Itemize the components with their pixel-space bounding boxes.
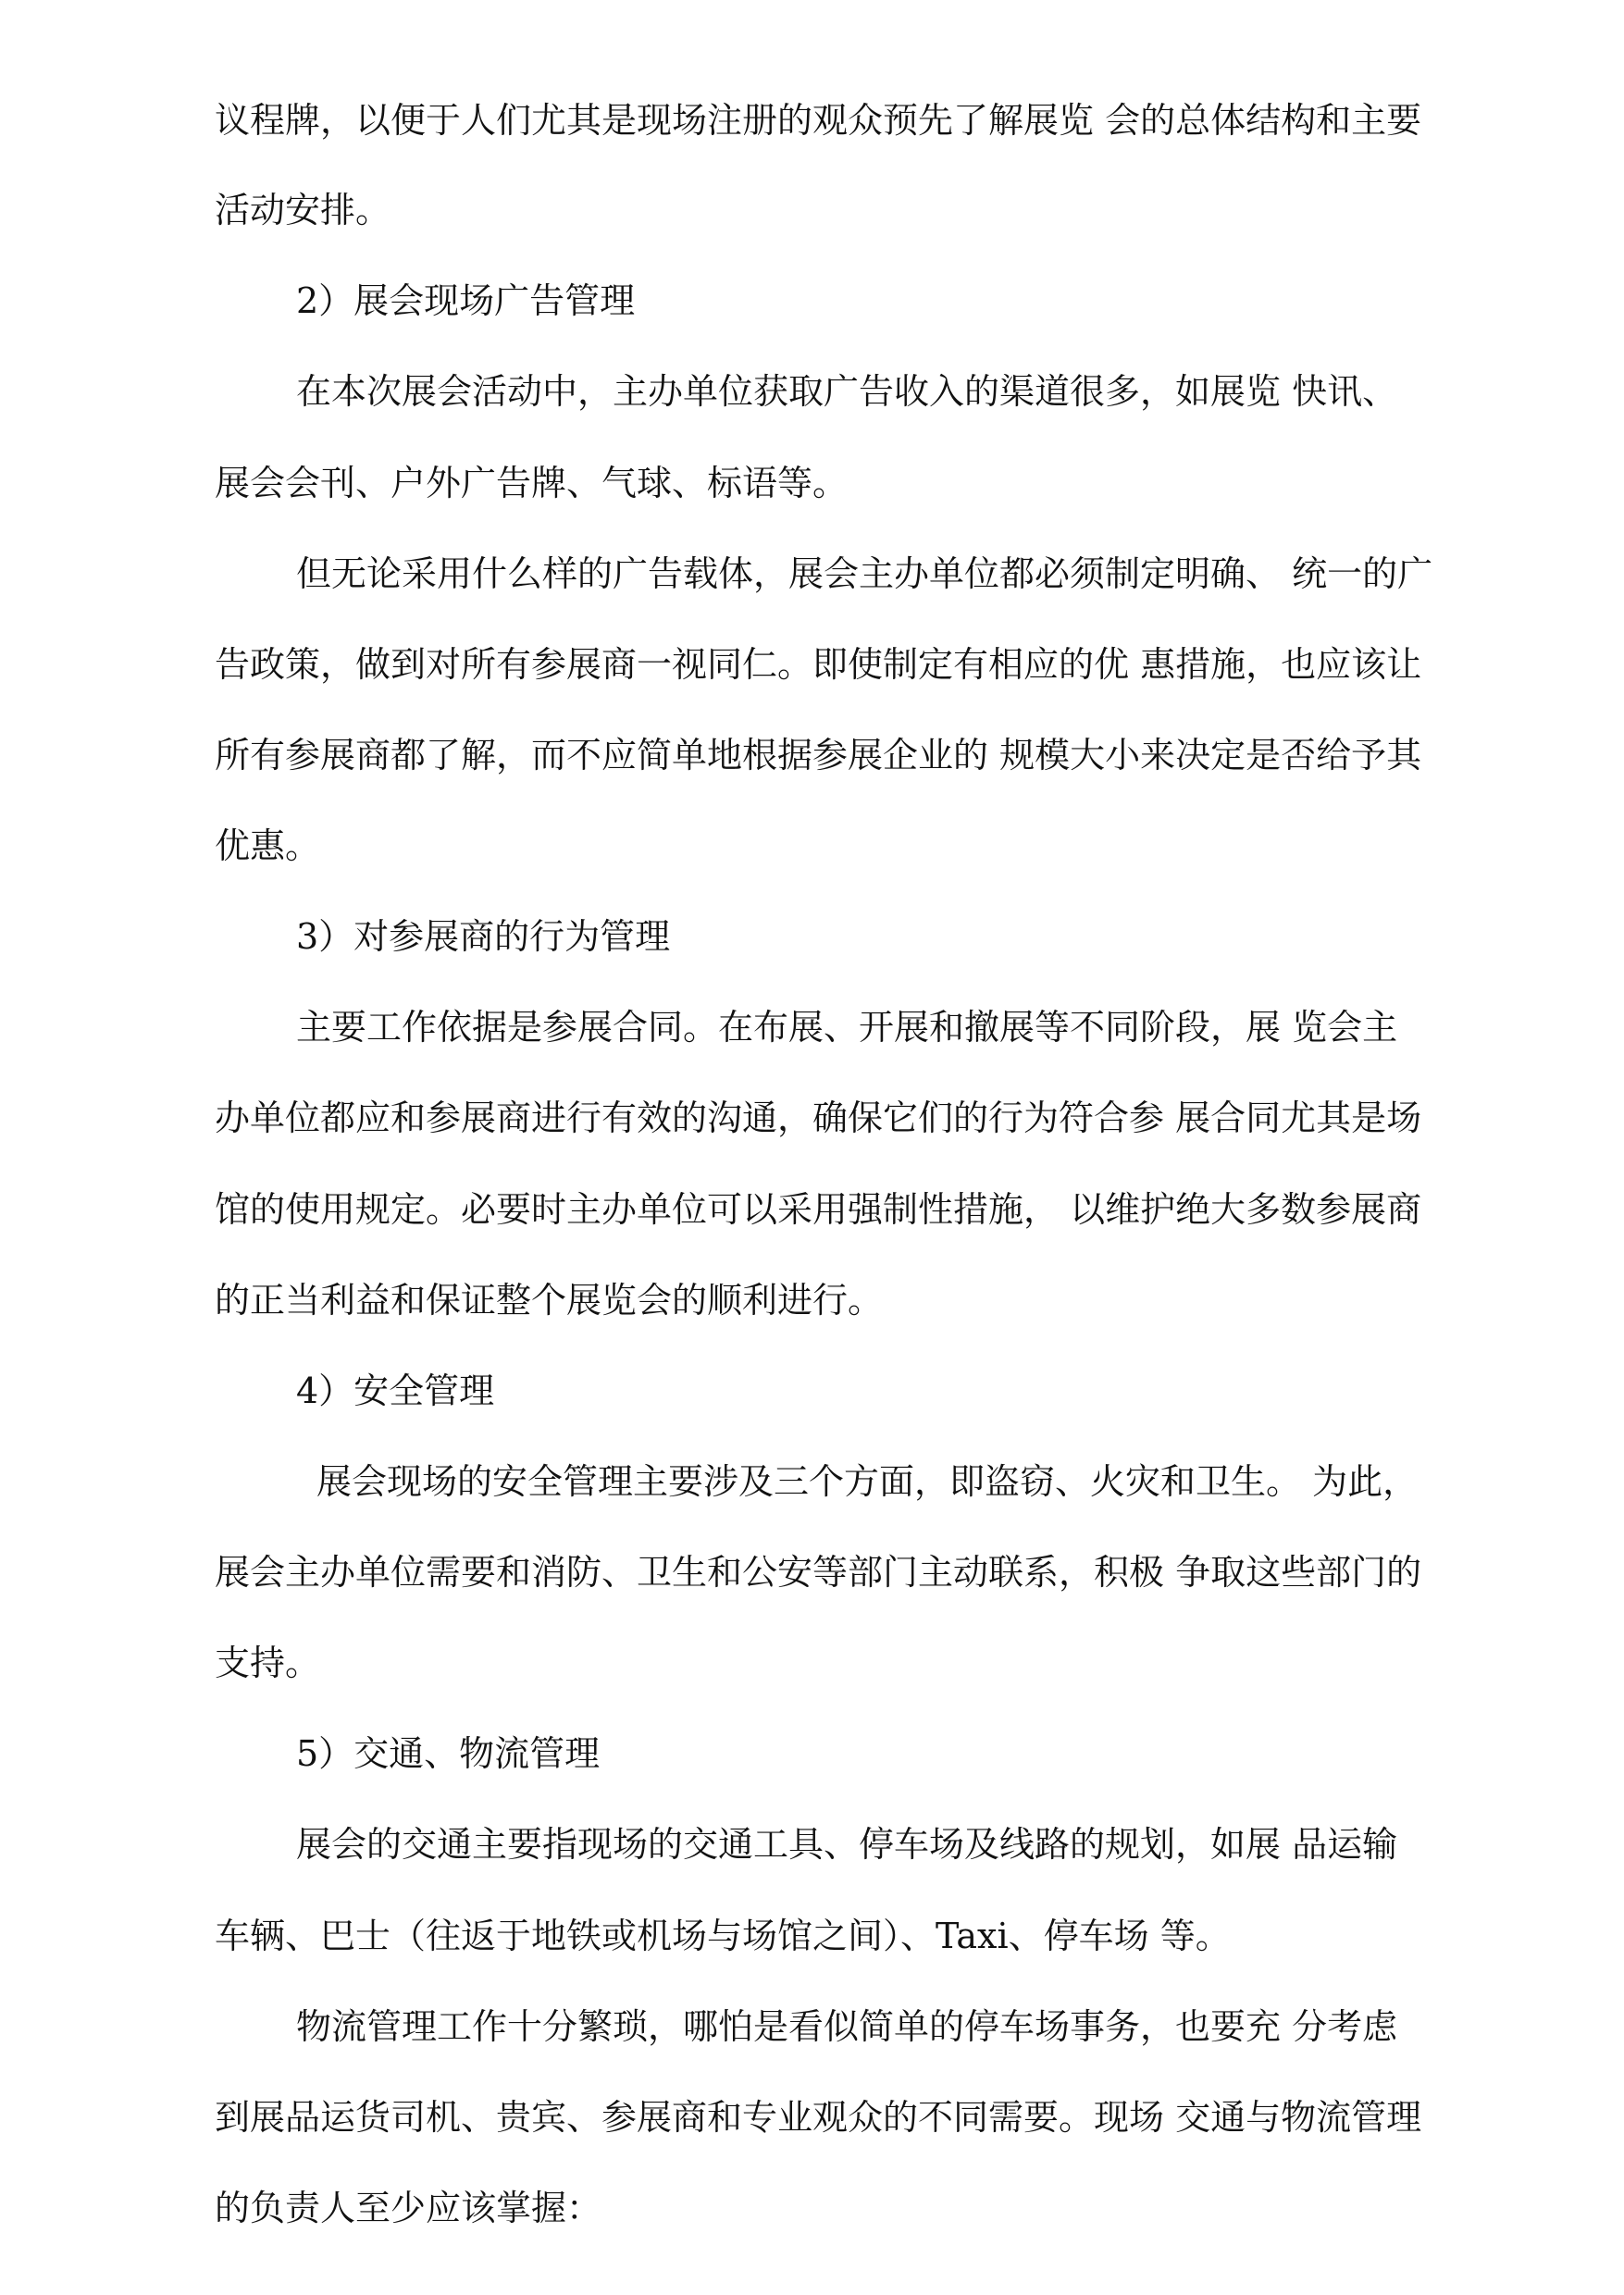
body-text-line: 支持。: [215, 1643, 321, 1683]
body-text-line: 的正当利益和保证整个展览会的顺利进行。: [215, 1280, 884, 1321]
body-text-line: 的负责人至少应该掌握：: [215, 2188, 602, 2228]
section-heading: 3）对参展商的行为管理: [296, 916, 671, 957]
body-text-line: 展会主办单位需要和消防、卫生和公安等部门主动联系，积极 争取这些部门的: [215, 1552, 1422, 1593]
body-text-line: 展会现场的安全管理主要涉及三个方面，即盗窃、火灾和卫生。 为此，: [316, 1461, 1419, 1502]
body-text-line: 车辆、巴士（往返于地铁或机场与场馆之间）、Taxi、停车场 等。: [215, 1916, 1231, 1956]
section-heading: 5）交通、物流管理: [296, 1733, 601, 1774]
body-text-line: 馆的使用规定。必要时主办单位可以采用强制性措施， 以维护绝大多数参展商: [215, 1189, 1422, 1230]
section-heading: 4）安全管理: [296, 1371, 495, 1411]
body-text-line: 议程牌，以便于人们尤其是现场注册的观众预先了解展览 会的总体结构和主要: [215, 100, 1422, 141]
body-text-line: 优惠。: [215, 825, 321, 866]
body-text-line: 物流管理工作十分繁琐，哪怕是看似简单的停车场事务，也要充 分考虑: [296, 2006, 1398, 2047]
body-text-line: 到展品运货司机、贵宾、参展商和专业观众的不同需要。现场 交通与物流管理: [215, 2097, 1422, 2138]
body-text-line: 活动安排。: [215, 190, 391, 230]
body-text-line: 主要工作依据是参展合同。在布展、开展和撤展等不同阶段，展 览会主: [296, 1007, 1398, 1048]
body-text-line: 所有参展商都了解，而不应简单地根据参展企业的 规模大小来决定是否给予其: [215, 735, 1422, 775]
body-text-line: 展会会刊、户外广告牌、气球、标语等。: [215, 463, 849, 503]
body-text-line: 办单位都应和参展商进行有效的沟通，确保它们的行为符合参 展合同尤其是场: [215, 1098, 1422, 1138]
body-text-line: 告政策，做到对所有参展商一视同仁。即使制定有相应的优 惠措施，也应该让: [215, 644, 1422, 685]
body-text-line: 但无论采用什么样的广告载体，展会主办单位都必须制定明确、 统一的广: [296, 553, 1433, 594]
section-heading: 2）展会现场广告管理: [296, 280, 636, 321]
body-text-line: 在本次展会活动中，主办单位获取广告收入的渠道很多，如展览 快讯、: [296, 371, 1398, 412]
body-text-line: 展会的交通主要指现场的交通工具、停车场及线路的规划，如展 品运输: [296, 1824, 1398, 1865]
